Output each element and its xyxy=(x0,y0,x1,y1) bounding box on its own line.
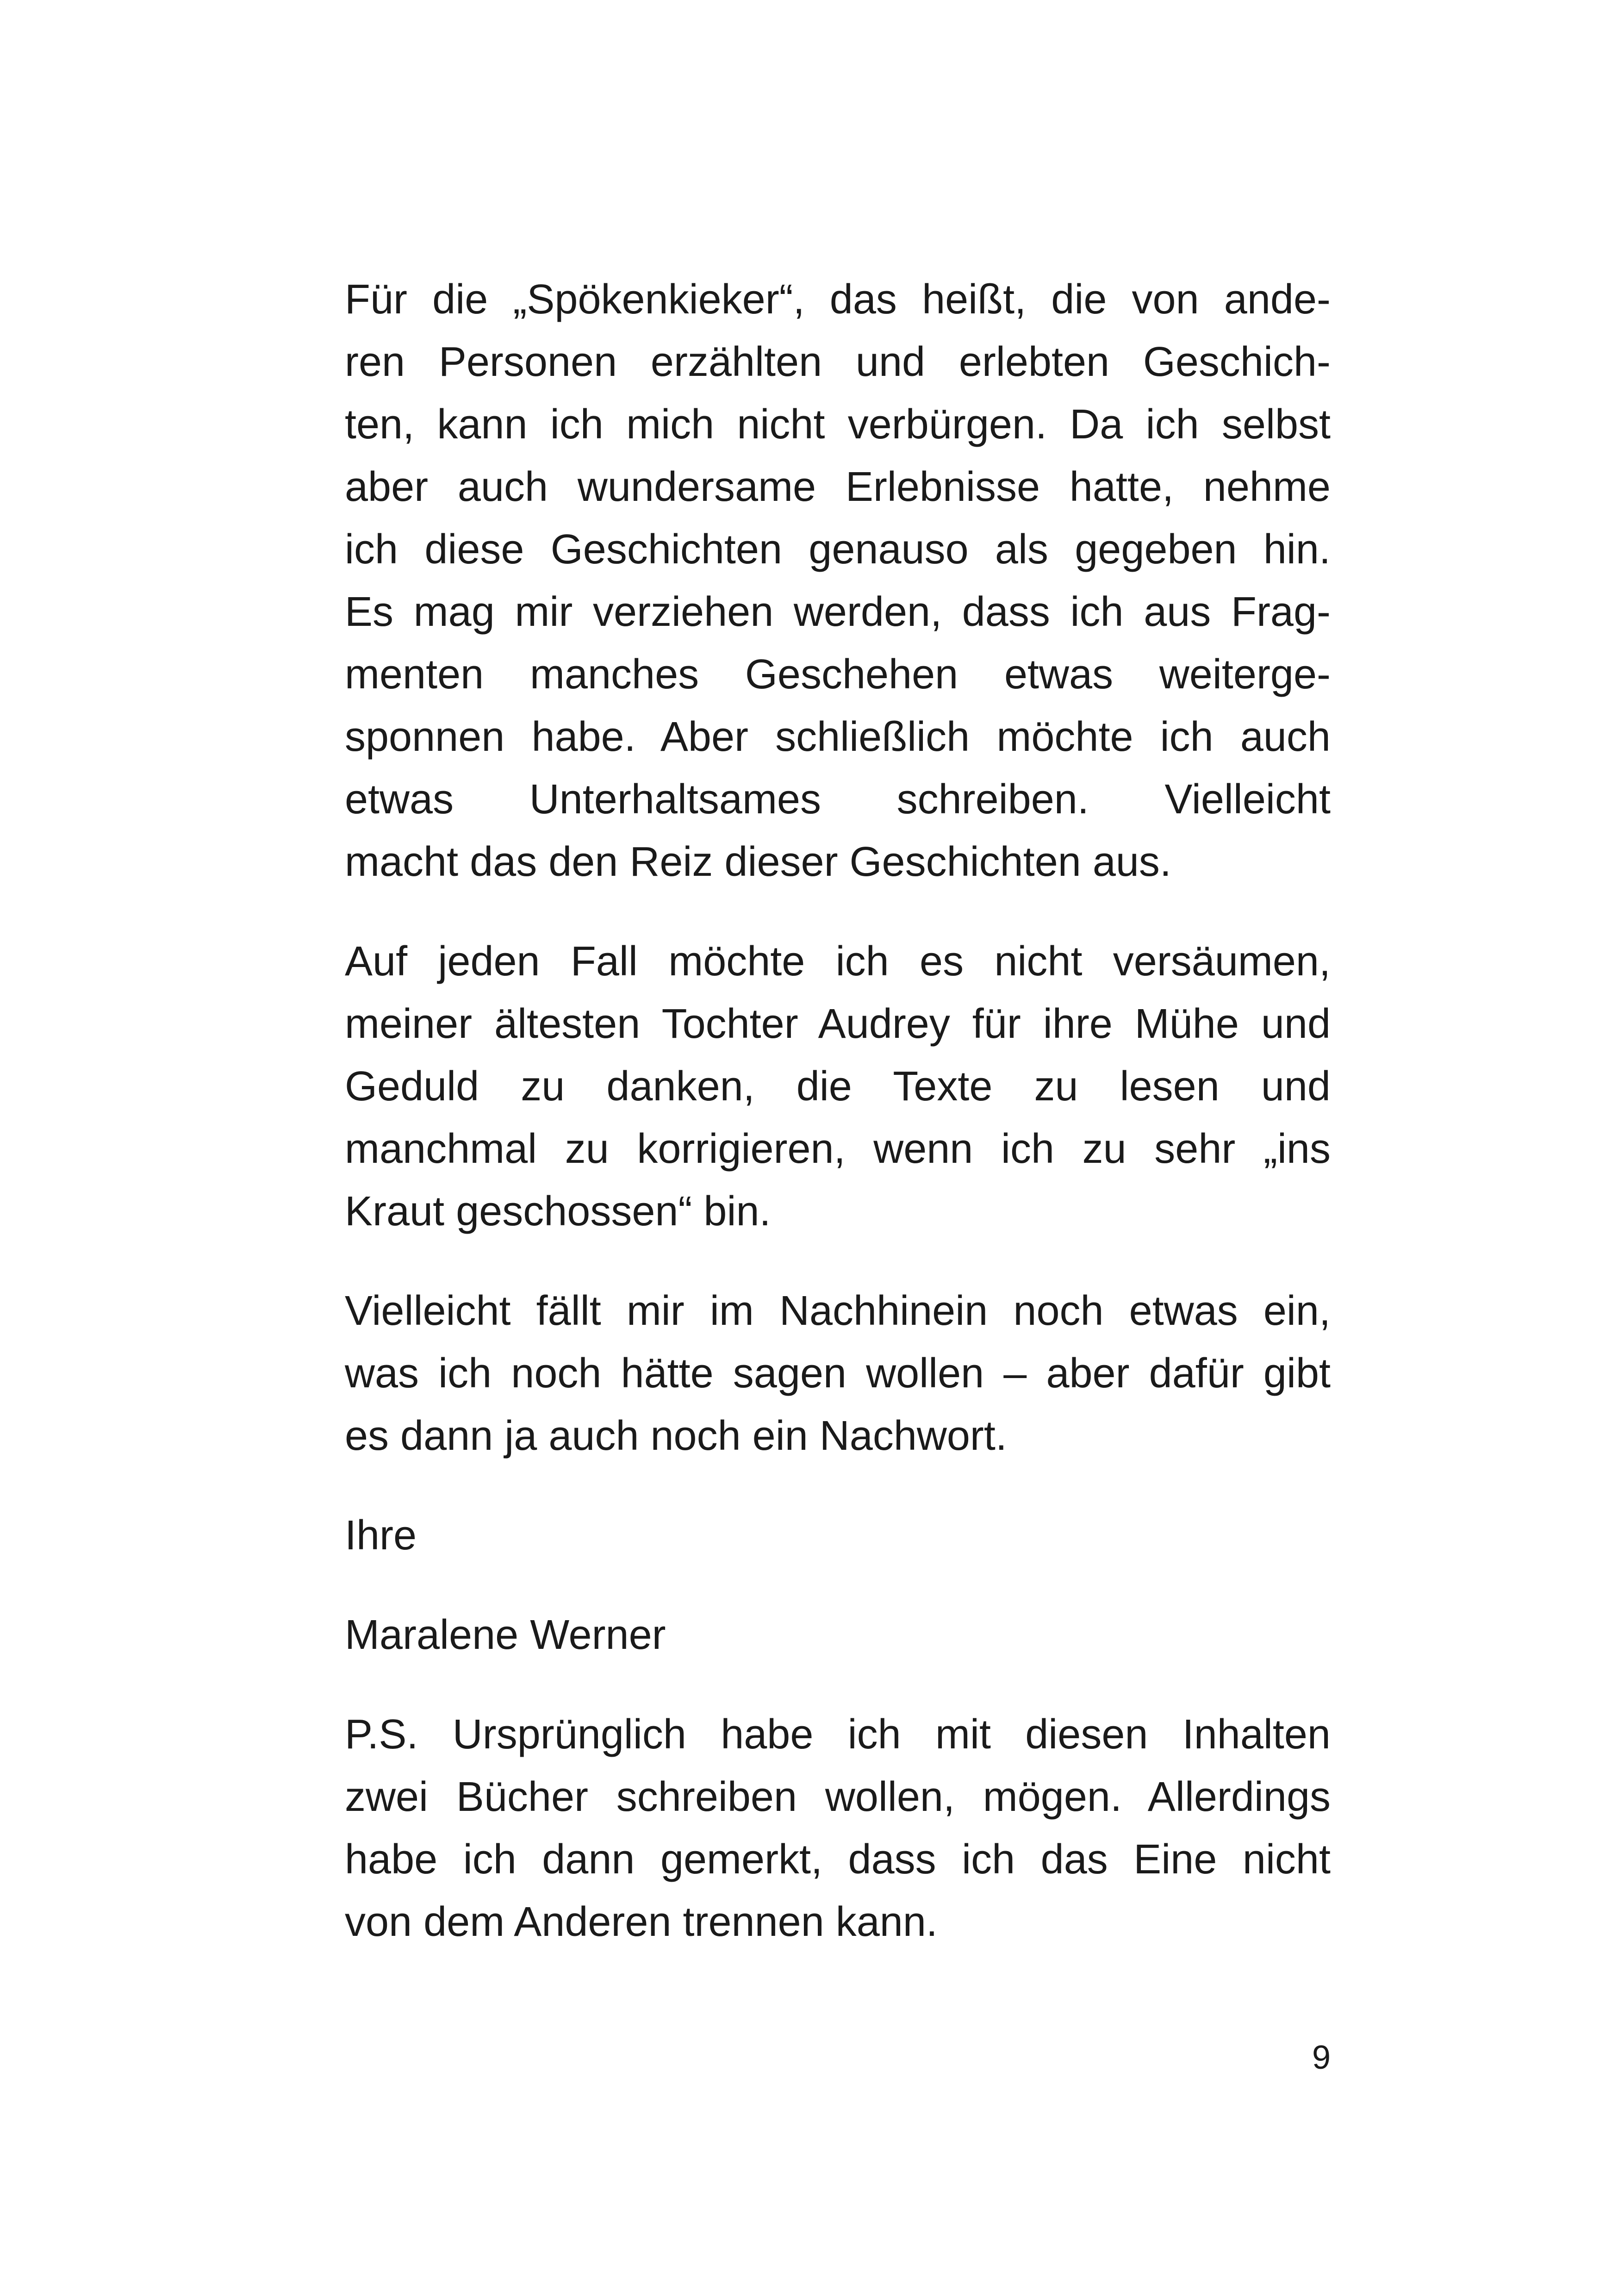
text-line: Geduld zu danken, die Texte zu lesen und xyxy=(345,1063,1331,1110)
text-line: Auf jeden Fall möchte ich es nicht versäumen, xyxy=(345,938,1331,985)
text-line: P.S. Ursprünglich habe ich mit diesen Inhalten xyxy=(345,1711,1331,1758)
text-line: Es mag mir verziehen werden, dass ich aus Frag- xyxy=(345,589,1331,635)
text-line: macht das den Reiz dieser Geschichten aus. xyxy=(345,839,1171,885)
page-number: 9 xyxy=(1312,2039,1331,2076)
author-name xyxy=(345,1604,1331,1666)
text-line: Ihre xyxy=(345,1512,417,1559)
text-line: ren Personen erzählten und erlebten Geschich- xyxy=(345,339,1331,385)
text-line: Vielleicht fällt mir im Nachhinein noch etwas ein, xyxy=(345,1288,1331,1334)
text-line: Für die „Spökenkieker“, das heißt, die von ande- xyxy=(345,276,1331,323)
text-line: Kraut geschossen“ bin. xyxy=(345,1188,771,1235)
body-text xyxy=(345,268,1331,1990)
text-line: von dem Anderen trennen kann. xyxy=(345,1899,938,1945)
text-line: Maralene Werner xyxy=(345,1612,666,1658)
text-line: sponnen habe. Aber schließlich möchte ich auch xyxy=(345,714,1331,760)
text-line: aber auch wundersame Erlebnisse hatte, nehme xyxy=(345,464,1331,510)
text-line: ten, kann ich mich nicht verbürgen. Da ich selbst xyxy=(345,401,1331,448)
paragraph-spoekenkieker xyxy=(345,268,1331,893)
text-line: was ich noch hätte sagen wollen – aber dafür gibt xyxy=(345,1350,1331,1397)
paragraph-thanks xyxy=(345,930,1331,1243)
text-line: habe ich dann gemerkt, dass ich das Eine nicht xyxy=(345,1836,1331,1883)
paragraph-afterword xyxy=(345,1280,1331,1467)
text-line: es dann ja auch noch ein Nachwort. xyxy=(345,1413,1007,1459)
text-line: meiner ältesten Tochter Audrey für ihre Mühe und xyxy=(345,1001,1331,1047)
text-line: etwas Unterhaltsames schreiben. Vielleicht xyxy=(345,776,1331,823)
text-line: menten manches Geschehen etwas weiterge- xyxy=(345,651,1331,698)
text-line: manchmal zu korrigieren, wenn ich zu sehr „ins xyxy=(345,1126,1331,1172)
closing-salutation xyxy=(345,1504,1331,1567)
text-line: ich diese Geschichten genauso als gegeben hin. xyxy=(345,526,1331,573)
paragraph-postscript xyxy=(345,1703,1331,1953)
text-line: zwei Bücher schreiben wollen, mögen. Allerdings xyxy=(345,1774,1331,1820)
